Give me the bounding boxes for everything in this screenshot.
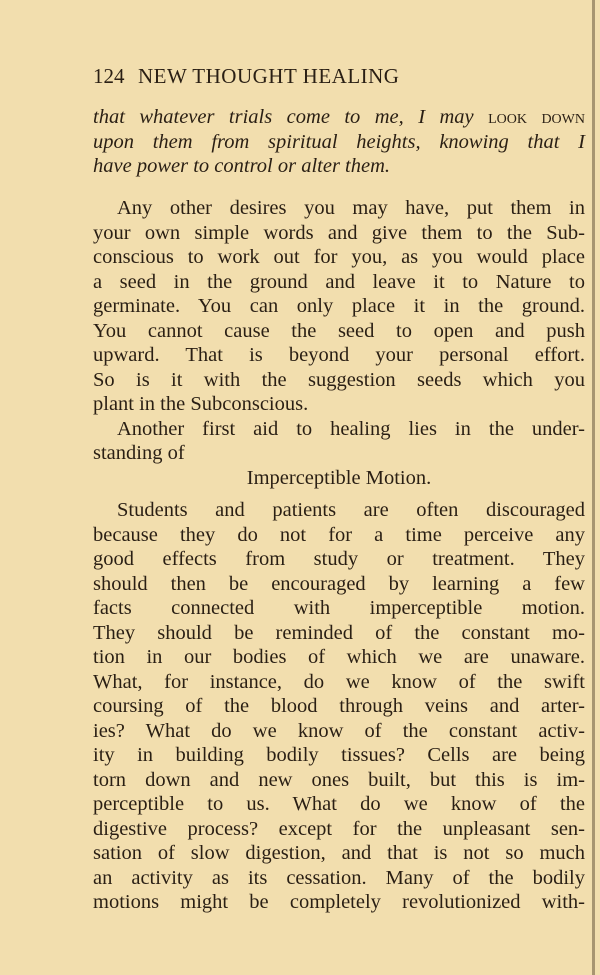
small-caps-text: look down (488, 106, 585, 128)
text-line: Any other desires you may have, put them in (117, 197, 585, 219)
page-edge (592, 0, 595, 975)
text-line: upward. That is beyond your personal effort. (93, 344, 585, 366)
text-line: perceptible to us. What do we know of the (93, 793, 585, 815)
text-line: facts connected with imperceptible motion. (93, 597, 585, 619)
text-line: ity in building bodily tissues? Cells are being (93, 744, 585, 766)
text-line: tion in our bodies of which we are unaware. (93, 646, 585, 668)
text-line: sation of slow digestion, and that is not so much (93, 842, 585, 864)
text-line: conscious to work out for you, as you would place (93, 246, 585, 268)
text-line: have power to control or alter them. (93, 155, 391, 177)
running-title: NEW THOUGHT HEALING (138, 64, 400, 88)
text-line: So is it with the suggestion seeds which you (93, 368, 585, 391)
text-line: You cannot cause the seed to open and push (93, 319, 585, 342)
text-line: standing of (93, 442, 185, 464)
text-line: your own simple words and give them to the Sub- (93, 221, 585, 244)
text-line: coursing of the blood through veins and arter- (93, 695, 585, 717)
text-line: Another first aid to healing lies in the under- (117, 417, 585, 440)
page-number: 124 (93, 64, 125, 88)
text-line: digestive process? except for the unpleasant sen- (93, 817, 585, 840)
running-header (93, 64, 585, 92)
text-line: What, for instance, do we know of the swift (93, 670, 585, 693)
paragraph-3 (93, 498, 585, 915)
text-line: They should be reminded of the constant mo- (93, 621, 585, 644)
text-line: a seed in the ground and leave it to Nature to (93, 270, 585, 293)
paragraph-1 (93, 196, 585, 490)
text-line (93, 105, 585, 130)
text-line: an activity as its cessation. Many of the bodily (93, 866, 585, 889)
text-line: germinate. You can only place it in the ground. (93, 295, 585, 317)
line-text: that whatever trials come to me, I may (93, 106, 474, 128)
text-line: because they do not for a time perceive any (93, 523, 585, 546)
text-line: motions might be completely revolutionized with- (93, 891, 585, 913)
section-heading: Imperceptible Motion. (246, 466, 432, 489)
text-line: Students and patients are often discouraged (117, 499, 585, 521)
text-line: upon them from spiritual heights, knowing that I (93, 130, 585, 153)
text-line: plant in the Subconscious. (93, 393, 309, 415)
text-line: should then be encouraged by learning a few (93, 572, 585, 595)
italic-quote (93, 105, 585, 179)
text-line: good effects from study or treatment. They (93, 548, 585, 570)
text-line: ies? What do we know of the constant activ- (93, 719, 585, 742)
text-line: torn down and new ones built, but this is im- (93, 768, 585, 791)
